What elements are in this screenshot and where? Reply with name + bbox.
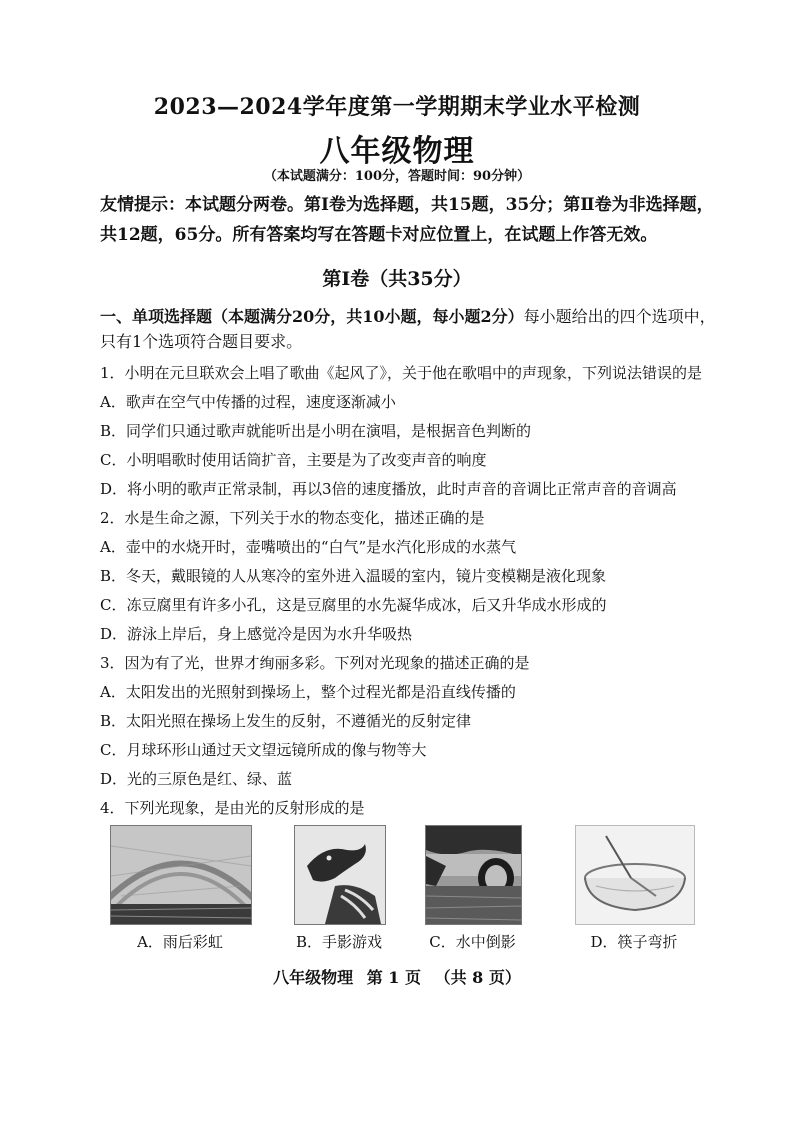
page-footer [0, 965, 794, 988]
question-1-option-c: C．小明唱歌时使用话筒扩音，主要是为了改变声音的响度 [100, 451, 487, 469]
question-1-option-b: B．同学们只通过歌声就能听出是小明在演唱，是根据音色判断的 [100, 422, 532, 440]
question-3-option-b: B．太阳光照在操场上发生的反射，不遵循光的反射定律 [100, 712, 472, 730]
question-4-stem: 4．下列光现象，是由光的反射形成的是 [100, 799, 365, 817]
friendly-tip: 友情提示：本试题分两卷。第Ⅰ卷为选择题，共15题，35分；第Ⅱ卷为非选择题，共12题，65分。所有答案均写在答题卡对应位置上，在试题上作答无效。 [100, 195, 714, 245]
figure-hand-shadow-image [294, 825, 386, 925]
figure-caption-b: B．手影游戏 [295, 933, 383, 951]
footer-page-number: 第 1 页 [366, 968, 421, 987]
footer-total-pages: （共 8 页） [434, 968, 521, 987]
question-2-stem: 2．水是生命之源，下列关于水的物态变化，描述正确的是 [100, 509, 485, 527]
section-title: 一、单项选择题（本题满分20分，共10小题，每小题2分） [100, 307, 524, 326]
question-1-stem: 1．小明在元旦联欢会上唱了歌曲《起风了》，关于他在歌唱中的声现象，下列说法错误的是 [100, 364, 703, 382]
question-1-option-a: A．歌声在空气中传播的过程，速度逐渐减小 [100, 393, 396, 411]
subject-title: 八年级物理 [319, 134, 475, 169]
part-title: 第Ⅰ卷（共35分） [322, 268, 472, 290]
exam-info: （本试题满分：100分，答题时间：90分钟） [263, 169, 531, 184]
figure-chopsticks-image [575, 825, 695, 925]
figure-water-reflection-image [425, 825, 522, 925]
question-3-option-a: A．太阳发出的光照射到操场上，整个过程光都是沿直线传播的 [100, 683, 516, 701]
question-2-option-a: A．壶中的水烧开时，壶嘴喷出的“白气”是水汽化形成的水蒸气 [100, 538, 517, 556]
figure-caption-a: A．雨后彩虹 [137, 933, 223, 951]
question-2-option-b: B．冬天，戴眼镜的人从寒冷的室外进入温暖的室内，镜片变模糊是液化现象 [100, 567, 607, 585]
figure-caption-d: D．筷子弯折 [590, 933, 678, 951]
question-1-option-d: D．将小明的歌声正常录制，再以3倍的速度播放，此时声音的音调比正常声音的音调高 [100, 480, 677, 498]
question-2-option-d: D．游泳上岸后，身上感觉冷是因为水升华吸热 [100, 625, 413, 643]
question-3-option-c: C．月球环形山通过天文望远镜所成的像与物等大 [100, 741, 427, 759]
question-3-option-d: D．光的三原色是红、绿、蓝 [100, 770, 293, 788]
section-heading [100, 304, 725, 354]
footer-subject: 八年级物理 [273, 968, 354, 987]
figure-caption-c: C．水中倒影 [429, 933, 516, 951]
question-2-option-c: C．冻豆腐里有许多小孔，这是豆腐里的水先凝华成冰，后又升华成水形成的 [100, 596, 607, 614]
figure-row [0, 825, 794, 955]
exam-title: 2023—2024学年度第一学期期末学业水平检测 [153, 94, 641, 120]
figure-rainbow-image [110, 825, 252, 925]
question-3-stem: 3．因为有了光，世界才绚丽多彩。下列对光现象的描述正确的是 [100, 654, 530, 672]
section-instruction: 每小题给出的四个选项中，只有1个选项符合题目要求。 [100, 307, 716, 351]
